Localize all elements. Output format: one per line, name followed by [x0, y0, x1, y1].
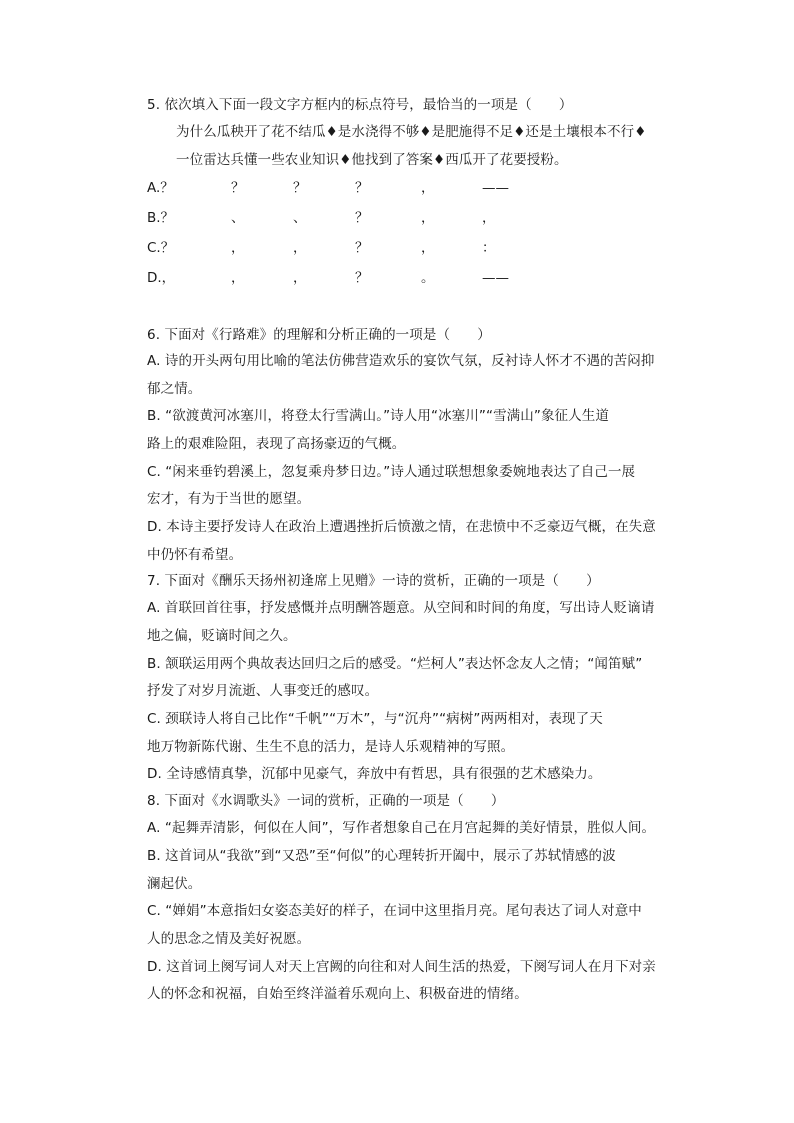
question-6-title: 6. 下面对《行路难》的理解和分析正确的一项是（ ） — [147, 327, 491, 343]
option-cell: ， — [293, 240, 307, 256]
question-7-line: 地万物新陈代谢、生生不息的活力，是诗人乐观精神的写照。 — [147, 739, 515, 755]
question-7-line: 抒发了对岁月流逝、人事变迁的感叹。 — [147, 683, 379, 699]
option-cell: ？ — [231, 180, 245, 196]
option-cell: —— — [482, 180, 509, 196]
question-7-line: B. 颔联运用两个典故表达回归之后的感受。“烂柯人”表达怀念友人之情；“闻笛赋” — [147, 656, 643, 672]
question-6-line: 中仍怀有希望。 — [147, 547, 243, 563]
option-cell: ？ — [355, 210, 369, 226]
option-cell: 、 — [231, 210, 245, 226]
option-cell: ， — [421, 240, 435, 256]
option-cell: ？ — [355, 240, 369, 256]
option-label: D.， — [147, 270, 176, 286]
question-8-line: 人的怀念和祝福，自始至终洋溢着乐观向上、积极奋进的情绪。 — [147, 986, 528, 1002]
question-7-line: A. 首联回首往事，抒发感慨并点明酬答题意。从空间和时间的角度，写出诗人贬谪请 — [147, 600, 655, 616]
option-cell: ， — [482, 210, 496, 226]
option-cell: 、 — [293, 210, 307, 226]
option-cell: ， — [421, 210, 435, 226]
option-cell: ？ — [355, 180, 369, 196]
question-7-line: D. 全诗感情真挚，沉郁中见豪气，奔放中有哲思，具有很强的艺术感染力。 — [147, 766, 602, 782]
question-5-passage-line-1: 为什么瓜秧开了花不结瓜♦是水浇得不够♦是肥施得不足♦还是土壤根本不行♦ — [176, 124, 647, 140]
question-6-line: A. 诗的开头两句用比喻的笔法仿佛营造欢乐的宴饮气氛，反衬诗人怀才不遇的苦闷抑 — [147, 353, 655, 369]
option-cell: ： — [482, 240, 496, 256]
option-cell: ？ — [293, 180, 307, 196]
question-8-line: B. 这首词从“我欲”到“又恐”至“何似”的心理转折开阖中，展示了苏轼情感的波 — [147, 848, 616, 864]
option-cell: ， — [421, 180, 435, 196]
question-7-line: C. 颈联诗人将自己比作“千帆”“万木”，与“沉舟”“病树”两两相对，表现了天 — [147, 711, 603, 727]
question-6-line: C. “闲来垂钓碧溪上，忽复乘舟梦日边。”诗人通过联想想象委婉地表达了自己一展 — [147, 464, 636, 480]
option-cell: ， — [231, 270, 245, 286]
option-cell: ？ — [355, 270, 369, 286]
question-8-line: C. “婵娟”本意指妇女姿态美好的样子，在词中这里指月亮。尾句表达了词人对意中 — [147, 903, 642, 919]
question-8-line: 澜起伏。 — [147, 876, 202, 892]
question-7-line: 地之偏，贬谪时间之久。 — [147, 628, 297, 644]
question-8-line: A. “起舞弄清影，何似在人间”，写作者想象自己在月宫起舞的美好情景，胜似人间。 — [147, 820, 656, 836]
option-label: C.？ — [147, 240, 175, 256]
question-8-title: 8. 下面对《水调歌头》一词的赏析，正确的一项是（ ） — [147, 793, 505, 809]
question-7-title: 7. 下面对《酬乐天扬州初逢席上见赠》一诗的赏析，正确的一项是（ ） — [147, 573, 600, 589]
option-cell: 。 — [421, 270, 435, 286]
option-cell: ， — [231, 240, 245, 256]
question-5-passage-line-2: 一位雷达兵懂一些农业知识♦他找到了答案♦西瓜开了花要授粉。 — [176, 152, 568, 168]
question-6-line: 郁之情。 — [147, 381, 202, 397]
question-5-title: 5. 依次填入下面一段文字方框内的标点符号，最恰当的一项是（ ） — [147, 97, 573, 113]
option-label: A.？ — [147, 180, 174, 196]
option-cell: —— — [482, 270, 509, 286]
option-label: B.？ — [147, 210, 175, 226]
question-8-line: 人的思念之情及美好祝愿。 — [147, 931, 311, 947]
question-6-line: 宏才，有为于当世的愿望。 — [147, 491, 311, 507]
question-6-line: B. “欲渡黄河冰塞川，将登太行雪满山。”诗人用“冰塞川”“雪满山”象征人生道 — [147, 408, 609, 424]
option-cell: ， — [293, 270, 307, 286]
question-6-line: 路上的艰难险阻，表现了高扬豪迈的气概。 — [147, 436, 406, 452]
question-6-line: D. 本诗主要抒发诗人在政治上遭遇挫折后愤激之情，在悲愤中不乏豪迈气概，在失意 — [147, 519, 656, 535]
question-8-line: D. 这首词上阕写词人对天上宫阙的向往和对人间生活的热爱，下阕写词人在月下对亲 — [147, 959, 656, 975]
